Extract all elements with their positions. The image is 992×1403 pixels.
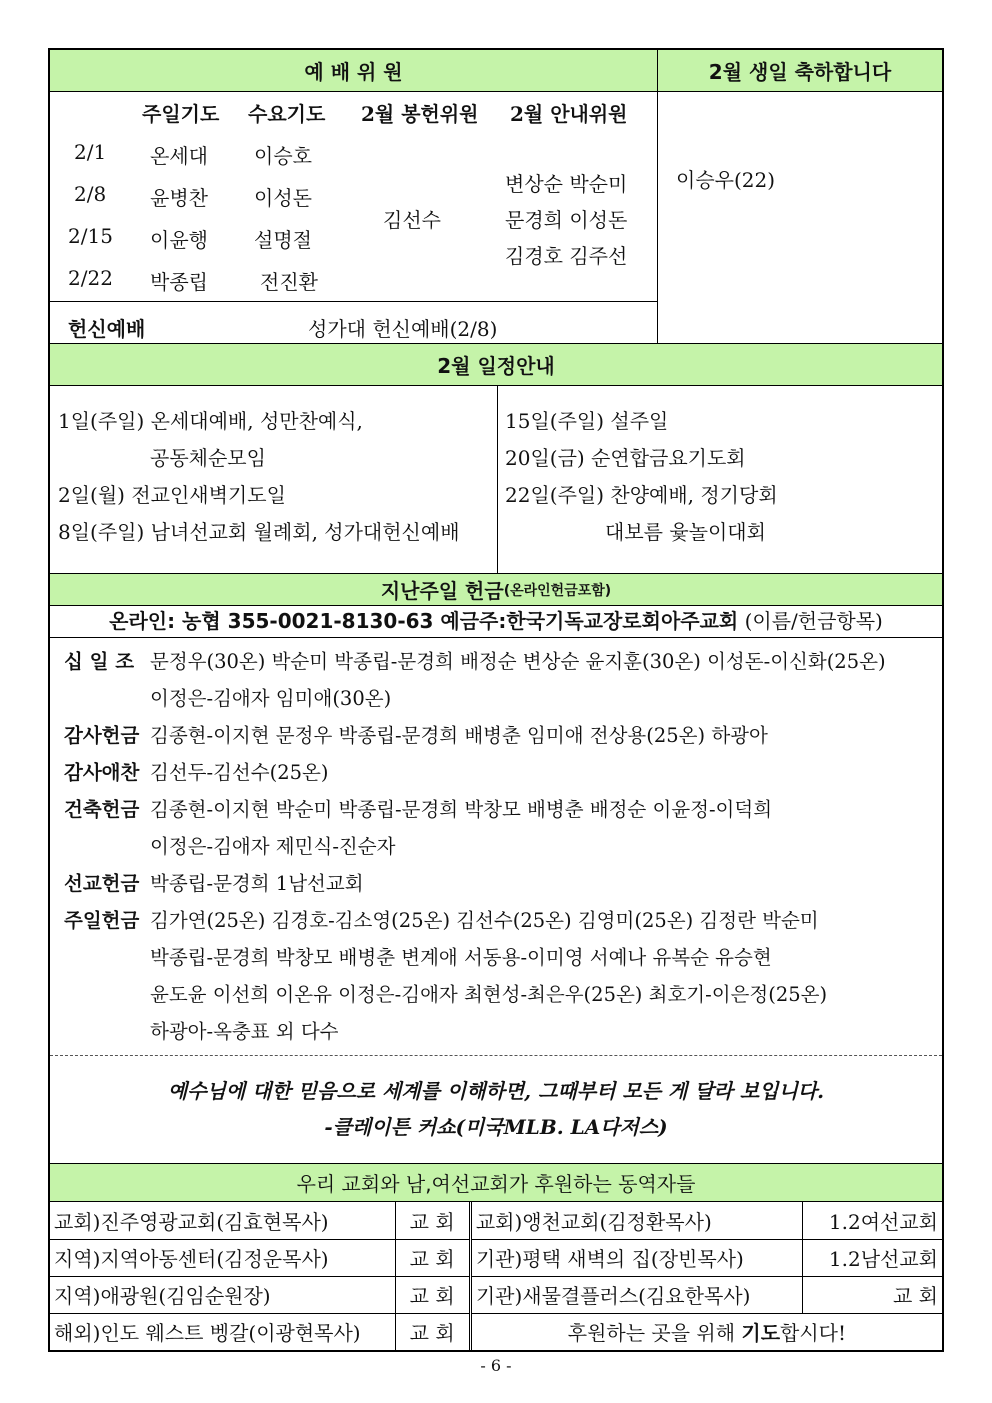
table-row [50,1313,942,1350]
row-date: 2/8 [74,182,107,206]
row-sunday-prayer: 이윤행 [150,228,208,252]
supporter-sponsor: 1.2남선교회 [803,1239,942,1276]
table-row [50,1202,942,1239]
schedule-item: 20일(금) 순연합금요기도회 [505,446,746,470]
page-number: - 6 - [480,1356,512,1375]
schedule-item: 22일(주일) 찬양예배, 정기당회 [505,483,778,507]
row-wed-prayer: 전진환 [260,270,318,294]
offering-heading: 2월 봉헌위원 [361,102,479,126]
offering-names: 박종립-문경희 박창모 배병춘 변계애 서동용-이미영 서예나 유복순 유승현 [150,946,772,969]
offering-line [64,865,942,902]
usher-pair: 문경희 이성돈 [505,208,628,232]
offering-line [64,939,942,976]
row-date: 2/15 [68,224,113,248]
supporter-name: 기관)평택 새벽의 집(장빈목사) [470,1239,802,1276]
offerings-list [50,638,942,1056]
schedule-item: 15일(주일) 설주일 [505,409,669,433]
table-row [50,1239,942,1276]
schedule-item: 2일(월) 전교인새벽기도일 [58,483,286,507]
supporter-sponsor: 1.2여선교회 [803,1202,942,1239]
offering-line [64,643,942,680]
offering-line [64,791,942,828]
offerings-header-sub: (온라인헌금포함) [503,582,612,599]
row-date: 2/1 [74,140,107,164]
offering-line [64,717,942,754]
supporters-header: 우리 교회와 남,여선교회가 후원하는 동역자들 [50,1164,942,1202]
bulletin-page [48,48,944,1352]
usher-pair: 변상순 박순미 [505,172,628,196]
offering-label: 감사애찬 [64,761,140,784]
offering-label: 감사헌금 [64,724,140,747]
offering-member: 김선수 [383,208,441,232]
offering-label: 선교헌금 [64,872,140,895]
schedule-header: 2월 일정안내 [50,344,942,386]
offering-line [64,828,942,865]
offering-label: 건축헌금 [64,798,140,821]
offerings-header [50,574,942,606]
birthday-names: 이승우(22) [676,168,776,192]
supporters-table [50,1202,942,1350]
supporter-name: 기관)새물결플러스(김요한목사) [470,1276,802,1313]
offering-line [64,754,942,791]
row-sunday-prayer: 윤병찬 [150,186,208,210]
dedication-value: 성가대 헌신예배(2/8) [308,317,498,341]
online-account [50,606,942,638]
offering-names: 김선두-김선수(25온) [150,761,329,784]
offering-label: 주일헌금 [64,909,140,932]
offering-names: 김종현-이지현 박순미 박종립-문경희 박창모 배병춘 배정순 이윤정-이덕희 [150,798,773,821]
offering-names: 문정우(30온) 박순미 박종립-문경희 배정순 변상순 윤지훈(30온) 이성돈-이신화(25온) [150,650,886,673]
birthday-panel [658,92,942,343]
supporter-name: 지역)애광원(김임순원장) [50,1276,395,1313]
birthday-header: 2월 생일 축하합니다 [658,50,942,91]
schedule-item: 공동체순모임 [150,446,266,470]
online-account-info: 온라인: 농협 355-0021-8130-63 예금주:한국기독교장로회아주교회 [109,609,739,633]
quote-text: 예수님에 대한 믿음으로 세계를 이해하면, 그때부터 모든 게 달라 보입니다. [167,1079,825,1103]
closing-bold: 기도 [741,1321,781,1346]
sunday-prayer-heading: 주일기도 [142,102,220,126]
supporter-name: 지역)지역아동센터(김정운목사) [50,1239,395,1276]
supporter-name: 해외)인도 웨스트 벵갈(이광현목사) [50,1313,395,1350]
offering-line [64,902,942,939]
row-wed-prayer: 이승호 [254,144,312,168]
schedule-item: 대보름 윷놀이대회 [605,520,766,544]
wed-prayer-heading: 수요기도 [248,102,326,126]
dedication-label: 헌신예배 [68,317,146,341]
offering-names: 이정은-김애자 제민식-진순자 [150,835,396,858]
worship-header: 예 배 위 원 [50,50,658,91]
supporter-sponsor: 교 회 [395,1202,470,1239]
offering-line [64,976,942,1013]
offering-label: 십 일 조 [64,650,135,673]
usher-pair: 김경호 김주선 [505,244,628,268]
quote-attribution: -클레이튼 커쇼(미국MLB. LA다저스) [324,1115,668,1139]
supporter-sponsor: 교 회 [395,1276,470,1313]
supporter-name: 교회)앵천교회(김정환목사) [470,1202,802,1239]
offering-line [64,680,942,717]
offerings-header-title: 지난주일 헌금 [380,579,504,603]
worship-committee [50,92,658,343]
supporter-sponsor: 교 회 [803,1276,942,1313]
offering-names: 박종립-문경희 1남선교회 [150,872,364,895]
row-sunday-prayer: 온세대 [150,144,208,168]
quote-box [50,1056,942,1164]
supporter-sponsor: 교 회 [395,1239,470,1276]
offering-line [64,1013,942,1050]
schedule-item: 1일(주일) 온세대예배, 성만찬예식, [58,409,363,433]
closing-pre: 후원하는 곳을 위해 [567,1321,742,1346]
row-wed-prayer: 설명절 [254,228,312,252]
supporter-name: 교회)진주영광교회(김효현목사) [50,1202,395,1239]
worship-table [50,92,657,302]
row-date: 2/22 [68,266,113,290]
schedule-item: 8일(주일) 남녀선교회 월례회, 성가대헌신예배 [58,520,460,544]
offering-names: 김가연(25온) 김경호-김소영(25온) 김선수(25온) 김영미(25온) 김정란 박순미 [150,909,819,932]
usher-heading: 2월 안내위원 [510,102,628,126]
online-account-note: (이름/헌금항목) [738,609,883,633]
row-sunday-prayer: 박종립 [150,270,208,294]
schedule-right [498,386,942,573]
offering-names: 이정은-김애자 임미애(30온) [150,687,392,710]
closing-message [470,1313,942,1350]
schedule-left [50,386,498,573]
supporter-sponsor: 교 회 [395,1313,470,1350]
closing-post: 합시다! [780,1321,847,1346]
offering-names: 윤도윤 이선희 이온유 이정은-김애자 최현성-최은우(25온) 최호기-이은정(25온) [150,983,828,1006]
offering-names: 하광아-옥충표 외 다수 [150,1020,339,1043]
offering-names: 김종현-이지현 문정우 박종립-문경희 배병춘 임미애 전상용(25온) 하광아 [150,724,768,747]
row-wed-prayer: 이성돈 [254,186,312,210]
table-row [50,1276,942,1313]
